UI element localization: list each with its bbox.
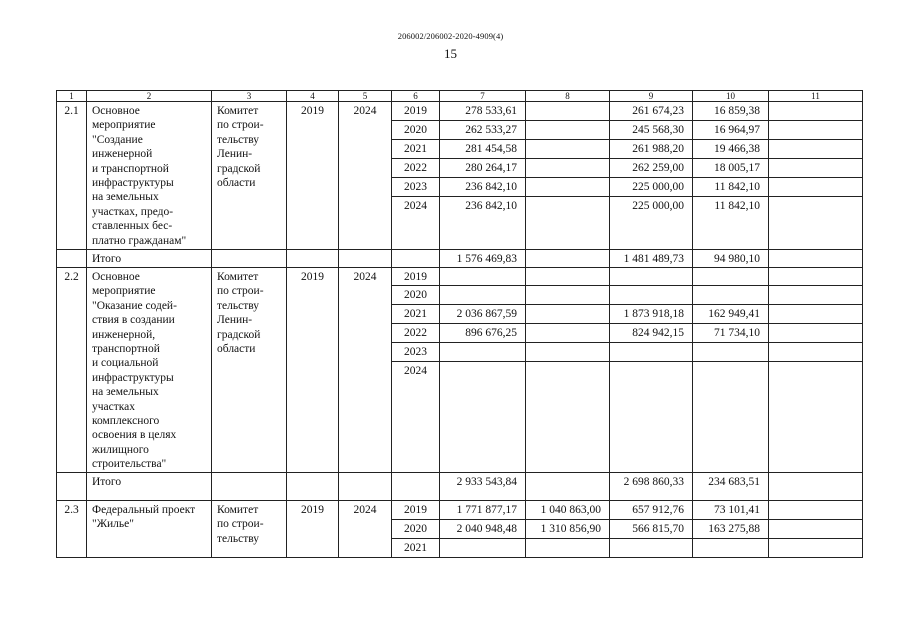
other-sources-cell <box>769 343 863 362</box>
year-cell: 2019 <box>392 102 440 121</box>
local-budget-cell: 18 005,17 <box>693 159 769 178</box>
local-budget-cell: 73 101,41 <box>693 500 769 519</box>
total-funding-cell <box>440 343 526 362</box>
empty-cell <box>287 250 339 268</box>
federal-budget-cell <box>526 343 610 362</box>
empty-cell <box>212 250 287 268</box>
total-funding-cell: 2 933 543,84 <box>440 472 526 500</box>
empty-cell <box>57 472 87 500</box>
other-sources-cell <box>769 159 863 178</box>
local-budget-cell <box>693 343 769 362</box>
regional-budget-cell: 225 000,00 <box>610 197 693 250</box>
local-budget-cell <box>693 538 769 557</box>
total-funding-cell <box>440 538 526 557</box>
regional-budget-cell: 262 259,00 <box>610 159 693 178</box>
other-sources-cell <box>769 305 863 324</box>
regional-budget-cell <box>610 268 693 286</box>
regional-budget-cell: 566 815,70 <box>610 519 693 538</box>
year-cell: 2024 <box>392 197 440 250</box>
column-number-row <box>57 91 863 102</box>
total-funding-cell <box>440 268 526 286</box>
total-funding-cell: 280 264,17 <box>440 159 526 178</box>
start-year: 2019 <box>287 268 339 473</box>
page-number: 15 <box>444 46 457 61</box>
local-budget-cell <box>693 362 769 472</box>
table-row <box>57 500 863 519</box>
regional-budget-cell: 261 988,20 <box>610 140 693 159</box>
federal-budget-cell <box>526 362 610 472</box>
year-cell: 2023 <box>392 343 440 362</box>
empty-cell <box>287 472 339 500</box>
total-funding-cell: 278 533,61 <box>440 102 526 121</box>
regional-budget-cell: 2 698 860,33 <box>610 472 693 500</box>
column-header: 1 <box>57 91 87 102</box>
regional-budget-cell <box>610 343 693 362</box>
total-funding-cell: 236 842,10 <box>440 178 526 197</box>
other-sources-cell <box>769 121 863 140</box>
federal-budget-cell <box>526 538 610 557</box>
local-budget-cell: 16 964,97 <box>693 121 769 140</box>
activity-name: Основное мероприятие "Оказание содей- ствия в создании инженерной, транспортной и социальной инфраструктуры на земельных участках комплексного освоения в целях жилищного строительства" <box>87 268 212 473</box>
start-year: 2019 <box>287 500 339 557</box>
empty-cell <box>339 250 392 268</box>
regional-budget-cell: 1 873 918,18 <box>610 305 693 324</box>
program-funding-table <box>56 90 863 558</box>
section-number: 2.1 <box>57 102 87 250</box>
year-cell: 2021 <box>392 140 440 159</box>
total-row <box>57 250 863 268</box>
local-budget-cell: 163 275,88 <box>693 519 769 538</box>
other-sources-cell <box>769 268 863 286</box>
other-sources-cell <box>769 102 863 121</box>
federal-budget-cell <box>526 250 610 268</box>
total-funding-cell: 1 771 877,17 <box>440 500 526 519</box>
total-label: Итого <box>87 472 212 500</box>
column-header: 2 <box>87 91 212 102</box>
local-budget-cell: 234 683,51 <box>693 472 769 500</box>
federal-budget-cell <box>526 121 610 140</box>
activity-name: Основное мероприятие "Создание инженерной и транспортной инфраструктуры на земельных участках, предо- ставленных бес- платно гражданам" <box>87 102 212 250</box>
table-row <box>57 268 863 286</box>
column-header: 6 <box>392 91 440 102</box>
federal-budget-cell <box>526 305 610 324</box>
year-cell: 2020 <box>392 519 440 538</box>
other-sources-cell <box>769 250 863 268</box>
other-sources-cell <box>769 197 863 250</box>
end-year: 2024 <box>339 268 392 473</box>
other-sources-cell <box>769 519 863 538</box>
total-label: Итого <box>87 250 212 268</box>
year-cell: 2022 <box>392 324 440 343</box>
year-cell: 2021 <box>392 305 440 324</box>
local-budget-cell: 162 949,41 <box>693 305 769 324</box>
federal-budget-cell <box>526 178 610 197</box>
column-header: 10 <box>693 91 769 102</box>
federal-budget-cell <box>526 140 610 159</box>
local-budget-cell: 71 734,10 <box>693 324 769 343</box>
column-header: 8 <box>526 91 610 102</box>
year-cell: 2022 <box>392 159 440 178</box>
other-sources-cell <box>769 178 863 197</box>
empty-cell <box>212 472 287 500</box>
federal-budget-cell <box>526 159 610 178</box>
other-sources-cell <box>769 286 863 305</box>
empty-cell <box>339 472 392 500</box>
total-funding-cell: 262 533,27 <box>440 121 526 140</box>
local-budget-cell: 16 859,38 <box>693 102 769 121</box>
federal-budget-cell <box>526 324 610 343</box>
regional-budget-cell <box>610 362 693 472</box>
total-funding-cell: 2 040 948,48 <box>440 519 526 538</box>
year-cell: 2020 <box>392 286 440 305</box>
column-header: 7 <box>440 91 526 102</box>
regional-budget-cell <box>610 286 693 305</box>
total-funding-cell: 896 676,25 <box>440 324 526 343</box>
regional-budget-cell: 225 000,00 <box>610 178 693 197</box>
start-year: 2019 <box>287 102 339 250</box>
federal-budget-cell <box>526 197 610 250</box>
document-number: 206002/206002-2020-4909(4) <box>397 31 504 41</box>
end-year: 2024 <box>339 102 392 250</box>
local-budget-cell: 19 466,38 <box>693 140 769 159</box>
year-cell: 2019 <box>392 268 440 286</box>
empty-cell <box>392 472 440 500</box>
federal-budget-cell <box>526 472 610 500</box>
section-number: 2.2 <box>57 268 87 473</box>
regional-budget-cell: 261 674,23 <box>610 102 693 121</box>
regional-budget-cell: 245 568,30 <box>610 121 693 140</box>
local-budget-cell: 11 842,10 <box>693 197 769 250</box>
other-sources-cell <box>769 500 863 519</box>
local-budget-cell: 11 842,10 <box>693 178 769 197</box>
activity-name: Федеральный проект "Жилье" <box>87 500 212 557</box>
empty-cell <box>57 250 87 268</box>
column-header: 9 <box>610 91 693 102</box>
total-row <box>57 472 863 500</box>
responsible-executor: Комитет по строи- тельству Ленин- градской области <box>212 268 287 473</box>
year-cell: 2021 <box>392 538 440 557</box>
column-header: 11 <box>769 91 863 102</box>
other-sources-cell <box>769 140 863 159</box>
section-number: 2.3 <box>57 500 87 557</box>
total-funding-cell <box>440 286 526 305</box>
total-funding-cell: 281 454,58 <box>440 140 526 159</box>
other-sources-cell <box>769 538 863 557</box>
regional-budget-cell: 824 942,15 <box>610 324 693 343</box>
federal-budget-cell <box>526 286 610 305</box>
year-cell: 2023 <box>392 178 440 197</box>
local-budget-cell <box>693 268 769 286</box>
total-funding-cell: 236 842,10 <box>440 197 526 250</box>
federal-budget-cell: 1 310 856,90 <box>526 519 610 538</box>
local-budget-cell: 94 980,10 <box>693 250 769 268</box>
end-year: 2024 <box>339 500 392 557</box>
year-cell: 2024 <box>392 362 440 472</box>
column-header: 5 <box>339 91 392 102</box>
regional-budget-cell: 1 481 489,73 <box>610 250 693 268</box>
other-sources-cell <box>769 362 863 472</box>
column-header: 4 <box>287 91 339 102</box>
total-funding-cell: 2 036 867,59 <box>440 305 526 324</box>
year-cell: 2019 <box>392 500 440 519</box>
responsible-executor: Комитет по строи- тельству Ленин- градской области <box>212 102 287 250</box>
empty-cell <box>392 250 440 268</box>
total-funding-cell <box>440 362 526 472</box>
table-row <box>57 102 863 121</box>
column-header: 3 <box>212 91 287 102</box>
other-sources-cell <box>769 472 863 500</box>
federal-budget-cell: 1 040 863,00 <box>526 500 610 519</box>
regional-budget-cell: 657 912,76 <box>610 500 693 519</box>
regional-budget-cell <box>610 538 693 557</box>
federal-budget-cell <box>526 102 610 121</box>
year-cell: 2020 <box>392 121 440 140</box>
responsible-executor: Комитет по строи- тельству <box>212 500 287 557</box>
other-sources-cell <box>769 324 863 343</box>
federal-budget-cell <box>526 268 610 286</box>
total-funding-cell: 1 576 469,83 <box>440 250 526 268</box>
local-budget-cell <box>693 286 769 305</box>
